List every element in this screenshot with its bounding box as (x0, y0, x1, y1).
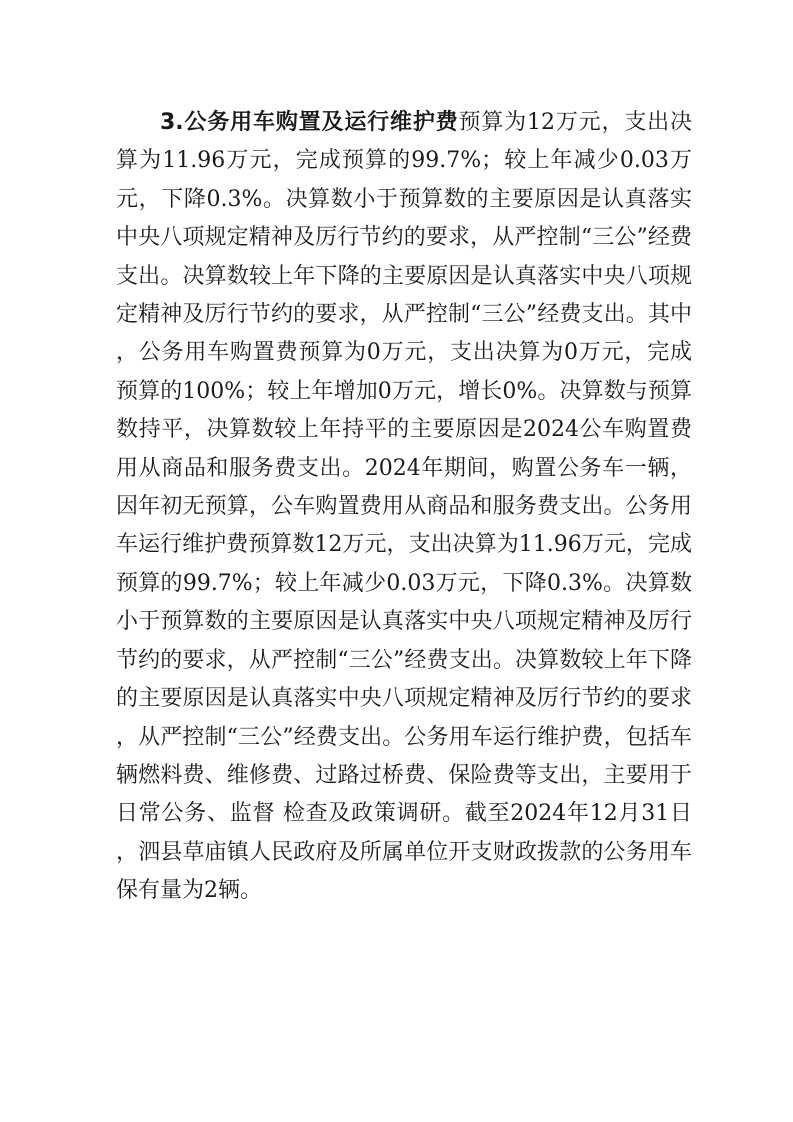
paragraph-lead-heading: 3.公务用车购置及运行维护费 (160, 110, 459, 135)
document-body (116, 104, 692, 911)
paragraph-vehicle-expenses (116, 104, 692, 911)
paragraph-body-text: 预算为12万元，支出决算为11.96万元，完成预算的99.7%；较上年减少0.03万元，下降0.3%。决算数小于预算数的主要原因是认真落实中央八项规定精神及厉行节约的要求，从严控制“三公”经费支出。决算数较上年下降的主要原因是认真落实中央八项规定精神及厉行节约的要求，从严控制“三公”经费支出。其中，公务用车购置费预算为0万元，支出决算为0万元，完成预算的100%；较上年增加0万元，增长0%。决算数与预算数持平，决算数较上年持平的主要原因是2024公车购置费用从商品和服务费支出。2024年期间，购置公务车一辆，因年初无预算，公车购置费用从商品和服务费支出。公务用车运行维护费预算数12万元，支出决算为11.96万元，完成预算的99.7%；较上年减少0.03万元，下降0.3%。决算数小于预算数的主要原因是认真落实中央八项规定精神及厉行节约的要求，从严控制“三公”经费支出。决算数较上年下降的主要原因是认真落实中央八项规定精神及厉行节约的要求，从严控制“三公”经费支出。公务用车运行维护费，包括车辆燃料费、维修费、过路过桥费、保险费等支出，主要用于日常公务、监督 检查及政策调研。截至2024年12月31日，泗县草庙镇人民政府及所属单位开支财政拨款的公务用车保有量为2辆。 (116, 110, 692, 904)
